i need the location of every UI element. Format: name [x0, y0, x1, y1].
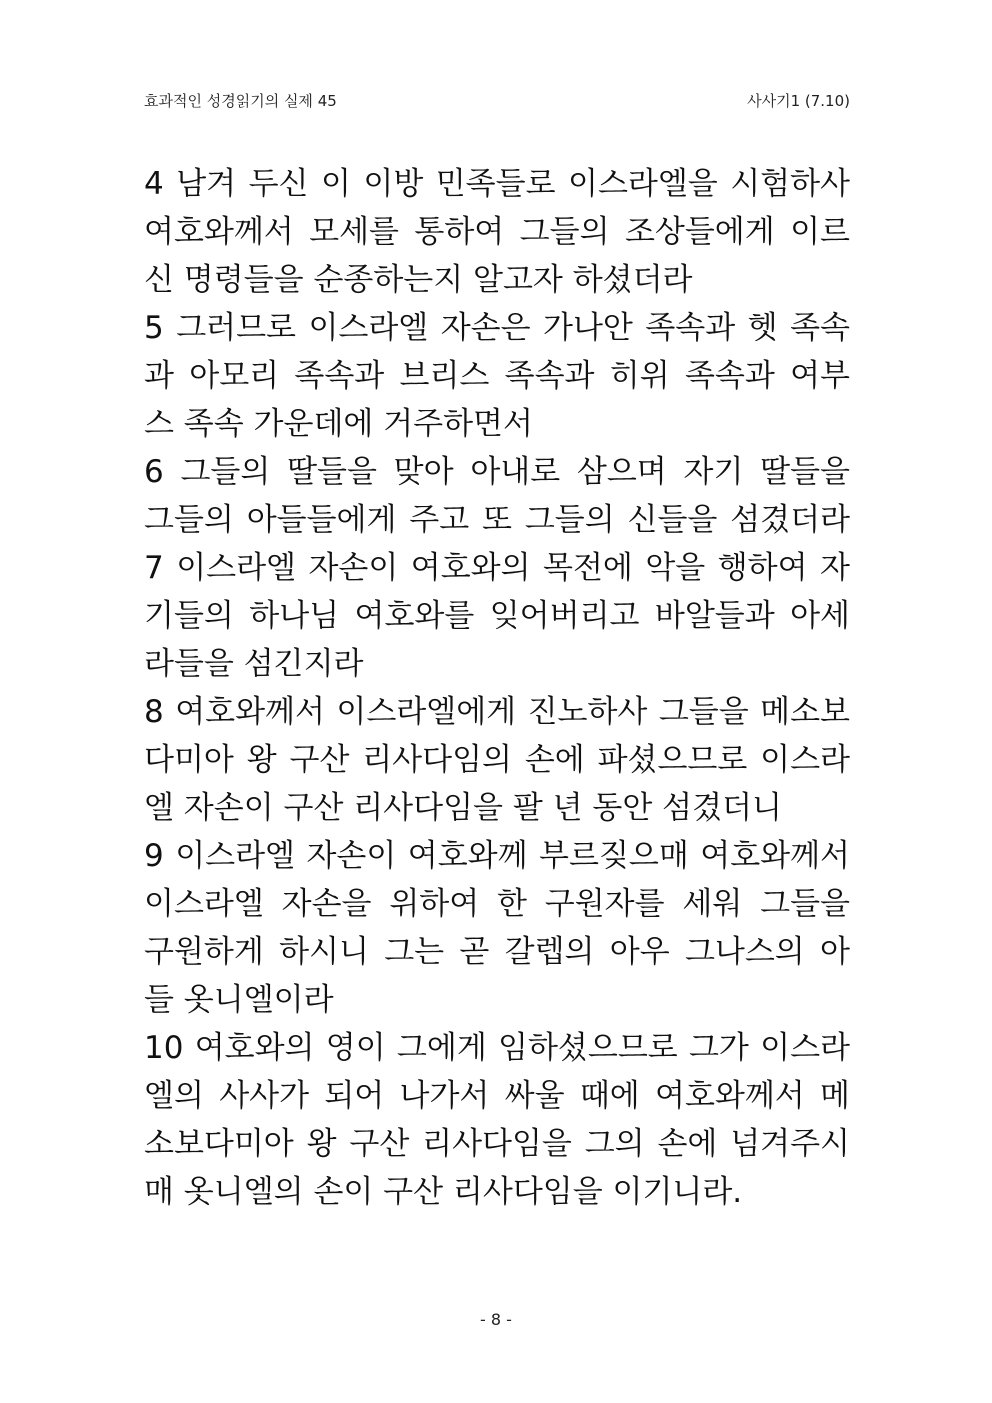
text-line: 구원하게 하시니 그는 곧 갈렙의 아우 그나스의 아 [144, 934, 850, 970]
text-line: 엘 자손이 구산 리사다임을 팔 년 동안 섬겼더니 [144, 790, 782, 826]
header-chapter-date: 사사기1 (7.10) [747, 92, 850, 110]
text-line: 과 아모리 족속과 브리스 족속과 히위 족속과 여부 [144, 358, 850, 394]
text-line: 여호와께서 모세를 통하여 그들의 조상들에게 이르 [144, 214, 850, 250]
scripture-text [144, 160, 850, 1216]
text-line: 8 여호와께서 이스라엘에게 진노하사 그들을 메소보 [144, 694, 850, 730]
text-line: 7 이스라엘 자손이 여호와의 목전에 악을 행하여 자 [144, 550, 850, 586]
text-line: 다미아 왕 구산 리사다임의 손에 파셨으므로 이스라 [144, 742, 850, 778]
text-line: 4 남겨 두신 이 이방 민족들로 이스라엘을 시험하사 [144, 166, 850, 202]
text-line: 엘의 사사가 되어 나가서 싸울 때에 여호와께서 메 [144, 1078, 850, 1114]
text-line: 10 여호와의 영이 그에게 임하셨으므로 그가 이스라 [144, 1030, 850, 1066]
text-line: 기들의 하나님 여호와를 잊어버리고 바알들과 아세 [144, 598, 850, 634]
text-line: 이스라엘 자손을 위하여 한 구원자를 세워 그들을 [144, 886, 850, 922]
page-number: - 8 - [480, 1310, 512, 1329]
text-line: 매 옷니엘의 손이 구산 리사다임을 이기니라. [144, 1174, 743, 1210]
text-line: 9 이스라엘 자손이 여호와께 부르짖으매 여호와께서 [144, 838, 850, 874]
text-line: 그들의 아들들에게 주고 또 그들의 신들을 섬겼더라 [144, 502, 850, 538]
header-book-title: 효과적인 성경읽기의 실제 45 [144, 92, 337, 110]
text-line: 6 그들의 딸들을 맞아 아내로 삼으며 자기 딸들을 [144, 454, 850, 490]
text-line: 소보다미아 왕 구산 리사다임을 그의 손에 넘겨주시 [144, 1126, 850, 1162]
text-line: 라들을 섬긴지라 [144, 646, 364, 682]
text-line: 들 옷니엘이라 [144, 982, 334, 1018]
page-header [144, 90, 850, 114]
text-line: 스 족속 가운데에 거주하면서 [144, 406, 533, 442]
text-line: 5 그러므로 이스라엘 자손은 가나안 족속과 헷 족속 [144, 310, 850, 346]
text-line: 신 명령들을 순종하는지 알고자 하셨더라 [144, 262, 693, 298]
